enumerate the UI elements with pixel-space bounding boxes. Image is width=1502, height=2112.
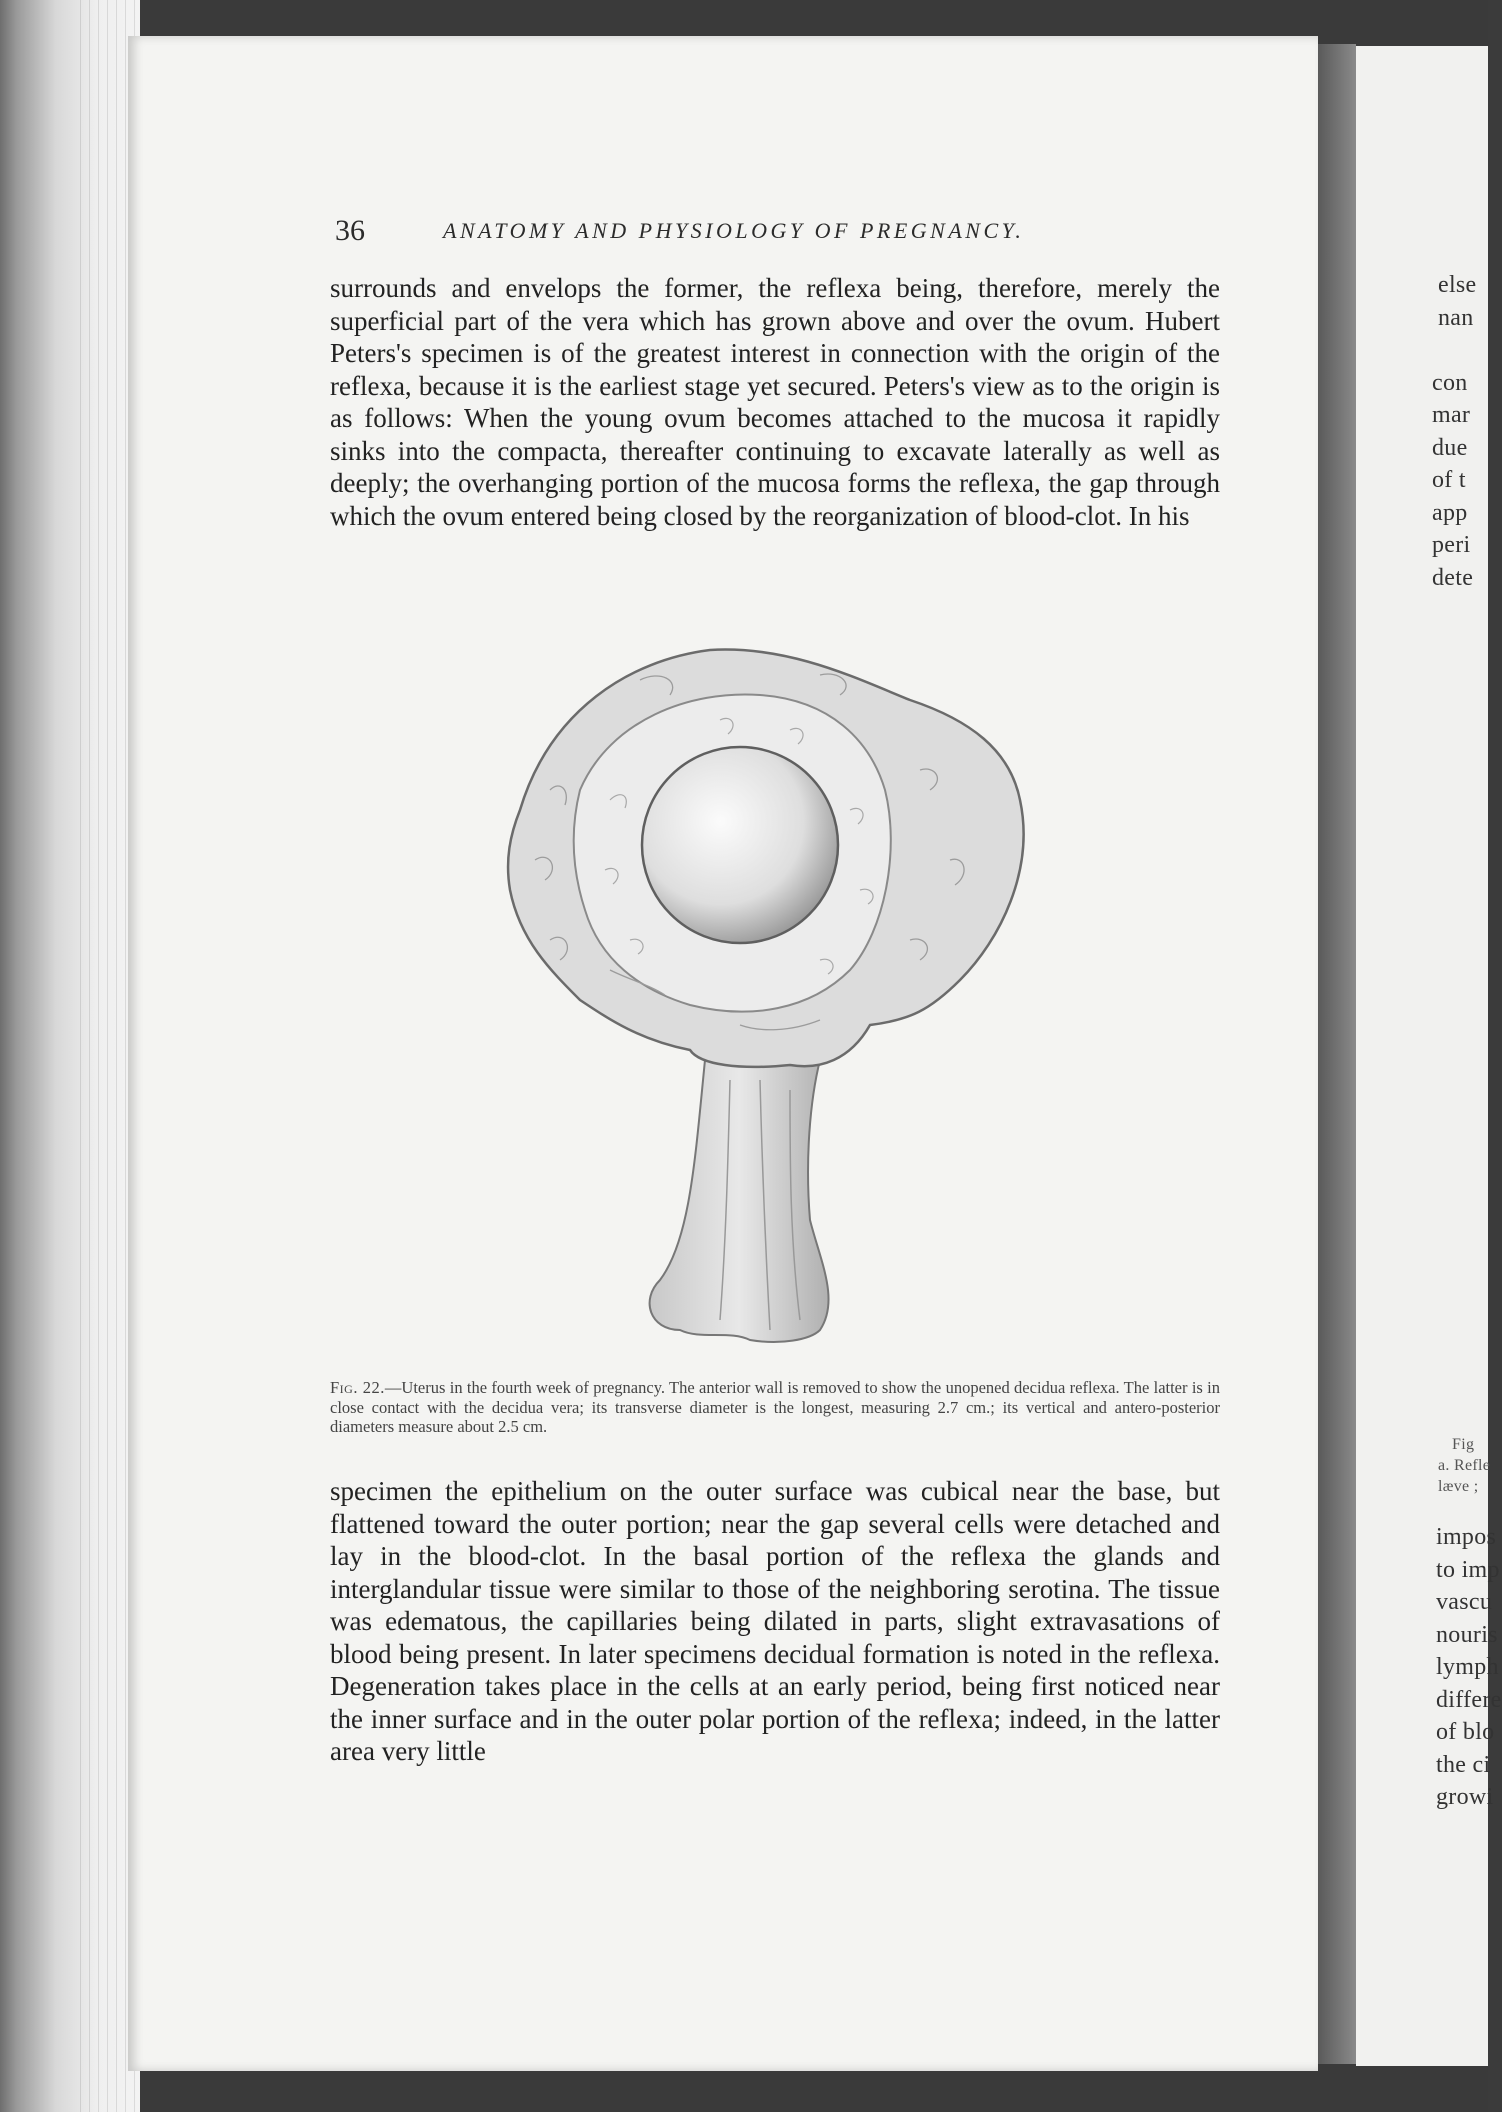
facing-page-line: dete: [1432, 564, 1474, 591]
running-head: ANATOMY AND PHYSIOLOGY OF PREGNANCY.: [443, 218, 1025, 243]
figure-caption-text: —Uterus in the fourth week of pregnancy. The anterior wall is removed to show the unopened decidua reflexa. The latter is in close contact with the decidua vera; its transverse diameter is the longest, measuring 2.7 cm.; its vertical and antero-posterior diameters measure about 2.5 cm.: [330, 1378, 1220, 1436]
facing-page-line: the ci: [1436, 1751, 1491, 1778]
facing-page-line: else: [1438, 272, 1477, 298]
facing-page-line: to imp: [1436, 1556, 1500, 1583]
paragraph-bottom-text: specimen the epithelium on the outer surface was cubical near the base, but flattened toward the outer portion; near the gap several cells were detached and lay in the blood-clot. In the basal portion of the reflexa the glands and interglandular tissue were similar to those of the neighboring serotina. The tissue was edematous, the capillaries being dilated in parts, slight extravasations of blood being present. In later specimens decidual formation is noted in the reflexa. Degeneration takes place in the cells at an early period, being first noticed near the inner surface and in the outer polar portion of the reflexa; indeed, in the latter area very little: [330, 1476, 1220, 1766]
facing-page-caption-line: læve ;: [1438, 1478, 1479, 1495]
facing-page-line: of t: [1432, 467, 1466, 493]
facing-page-line: due: [1432, 434, 1468, 461]
book-gutter: [1318, 44, 1356, 2064]
facing-page-caption-line: a. Refle: [1438, 1457, 1491, 1474]
facing-page-line: growi: [1436, 1784, 1494, 1810]
facing-page-line: impos: [1436, 1524, 1497, 1550]
page-header: [335, 214, 1235, 254]
facing-page-line: lymph: [1436, 1654, 1499, 1680]
uterus-illustration: [490, 640, 1050, 1360]
paragraph-top: [330, 272, 1220, 532]
facing-page: [1356, 46, 1502, 2066]
facing-page-line: of blo: [1436, 1719, 1495, 1745]
facing-page-line: nouris: [1436, 1621, 1498, 1648]
facing-page-line: differe: [1436, 1686, 1502, 1713]
facing-page-line: peri: [1432, 532, 1471, 558]
facing-page-line: app: [1432, 499, 1468, 526]
figure-label: Fig. 22.: [330, 1378, 385, 1397]
facing-page-caption-line: Fig: [1452, 1436, 1475, 1453]
paragraph-top-text: surrounds and envelops the former, the reflexa being, therefore, merely the superficial part of the vera which has grown above and over the ovum. Hubert Peters's specimen is of the greatest interest in connection with the origin of the reflexa, because it is the earliest stage yet secured. Peters's view as to the origin is as follows: When the young ovum becomes attached to the mucosa it rapidly sinks into the compacta, thereafter continuing to excavate laterally as well as deeply; the overhanging portion of the mucosa forms the reflexa, the gap through which the ovum entered being closed by the reorganization of blood-clot. In his: [330, 273, 1220, 531]
paragraph-bottom: [330, 1475, 1220, 1768]
page-number: 36: [335, 214, 365, 247]
figure-caption: [330, 1378, 1220, 1437]
facing-page-line: mar: [1432, 402, 1471, 428]
facing-page-line: nan: [1438, 304, 1474, 331]
facing-page-line: vascu: [1436, 1589, 1493, 1615]
facing-page-line: con: [1432, 369, 1468, 396]
